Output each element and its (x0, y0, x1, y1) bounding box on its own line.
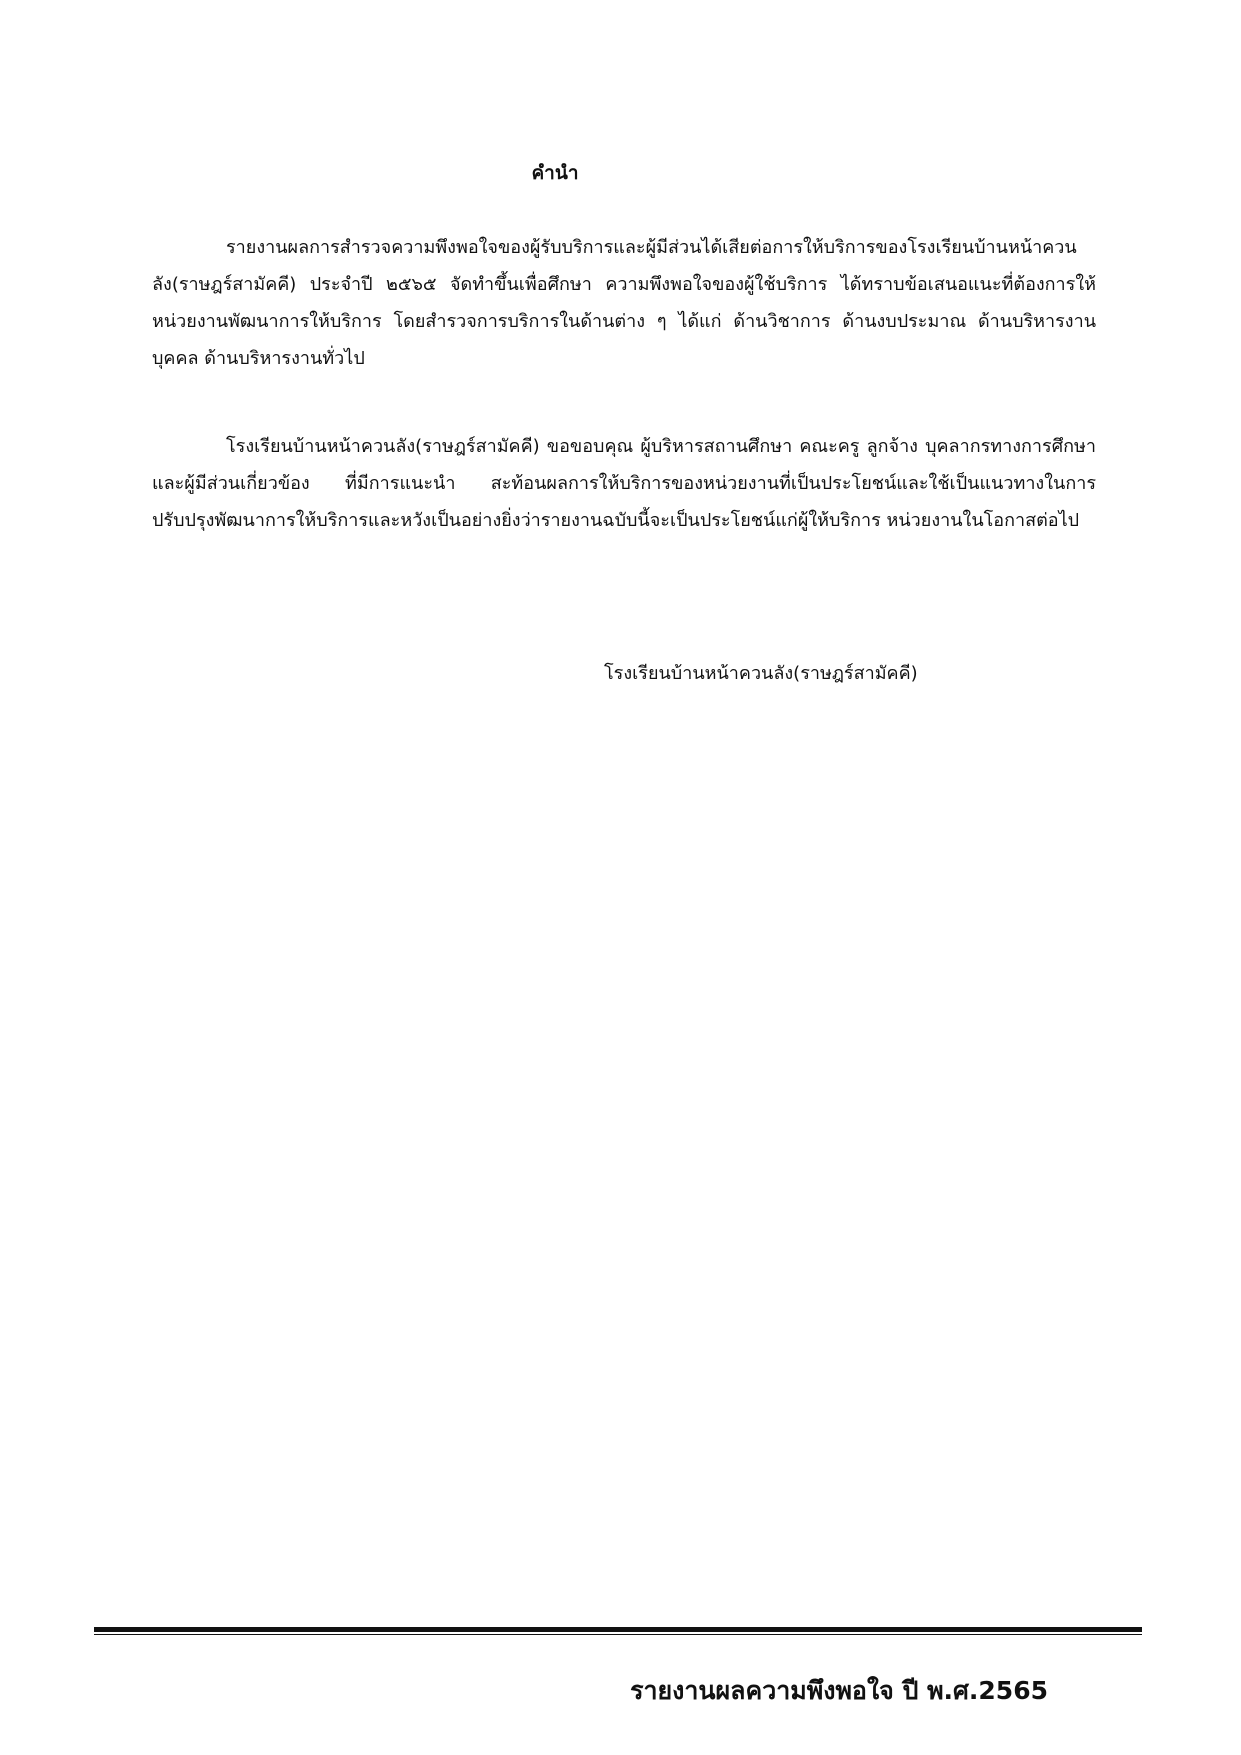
footer-divider-thick (94, 1627, 1142, 1632)
footer-divider (94, 1627, 1142, 1635)
intro-paragraph: รายงานผลการสำรวจความพึงพอใจของผู้รับบริการและผู้มีส่วนได้เสียต่อการให้บริการของโรงเรียนบ้านหน้าควนลัง(ราษฎร์สามัคคี) ประจำปี ๒๕๖๕ จัดทำขึ้นเพื่อศึกษา ความพึงพอใจของผู้ใช้บริการ ได้ทราบข้อเสนอแนะที่ต้องการให้หน่วยงานพัฒนาการให้บริการ โดยสำรวจการบริการในด้านต่าง ๆ ได้แก่ ด้านวิชาการ ด้านงบประมาณ ด้านบริหารงานบุคคล ด้านบริหารงานทั่วไป (152, 237, 1096, 369)
footer-divider-thin (94, 1634, 1142, 1635)
footer-report-title: รายงานผลความพึงพอใจ ปี พ.ศ.2565 (630, 1676, 1048, 1705)
page-title: คำนำ (531, 162, 579, 184)
signature-school-name: โรงเรียนบ้านหน้าควนลัง(ราษฎร์สามัคคี) (604, 663, 918, 684)
acknowledgement-paragraph: โรงเรียนบ้านหน้าควนลัง(ราษฎร์สามัคคี) ขอขอบคุณ ผู้บริหารสถานศึกษา คณะครู ลูกจ้าง บุคลากรทางการศึกษา และผู้มีส่วนเกี่ยวข้อง ที่มีการแนะนำ สะท้อนผลการให้บริการของหน่วยงานที่เป็นประโยชน์และใช้เป็นแนวทางในการปรับปรุงพัฒนาการให้บริการและหวังเป็นอย่างยิ่งว่ารายงานฉบับนี้จะเป็นประโยชน์แก่ผู้ให้บริการ หน่วยงานในโอกาสต่อไป (152, 436, 1096, 531)
